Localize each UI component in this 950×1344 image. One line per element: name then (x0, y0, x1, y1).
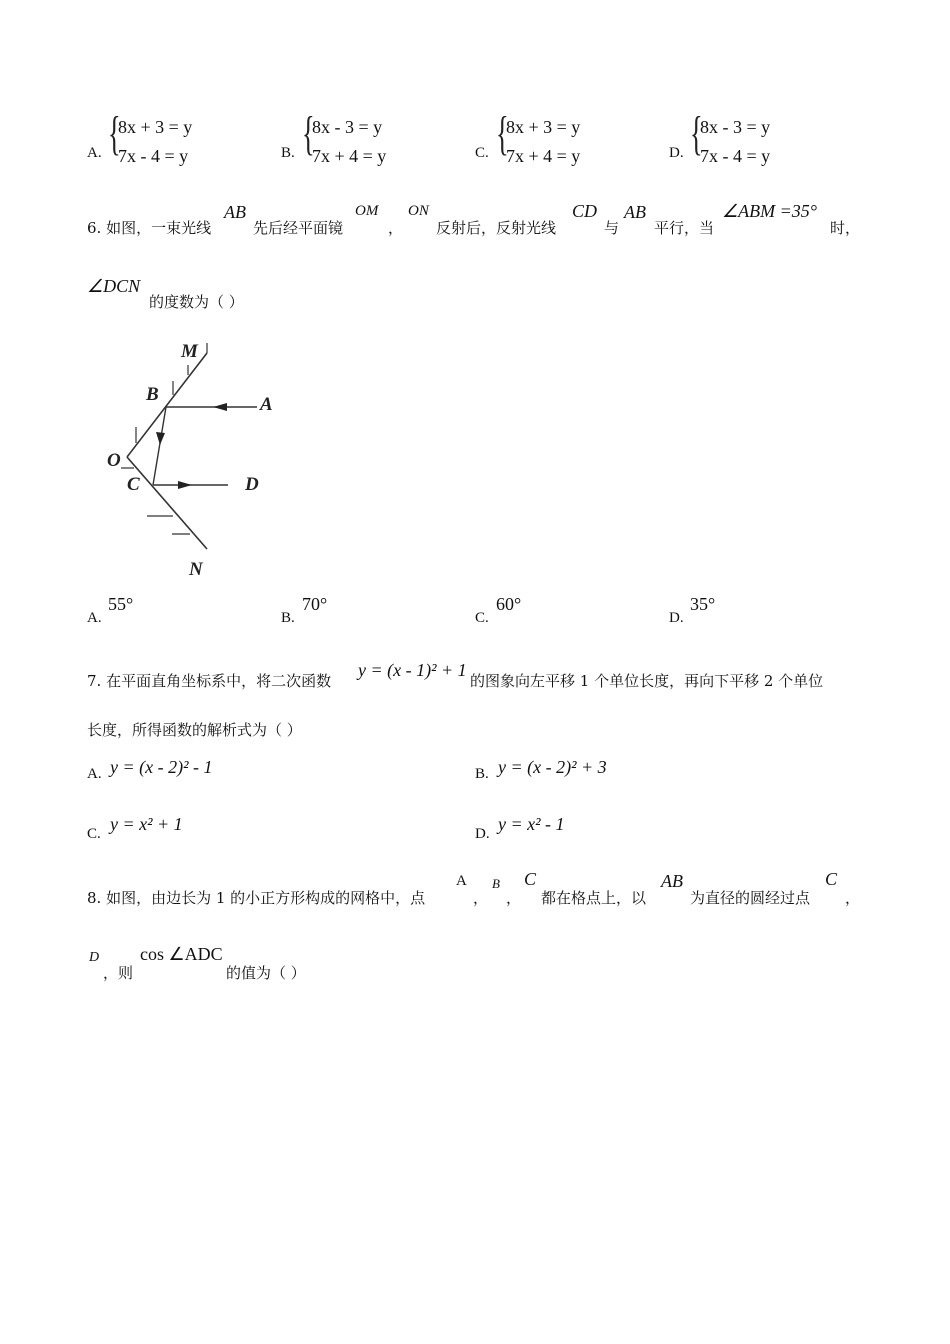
q7-option-c-value: y = x² + 1 (110, 814, 183, 834)
q5-option-d-eq2: 7x - 4 = y (700, 146, 771, 166)
q6-option-c-value: 60° (496, 594, 522, 614)
q8-ab: AB (661, 871, 683, 891)
q6-text-6: 时， (830, 219, 861, 237)
q6-ab: AB (224, 202, 246, 222)
q6-option-d-value: 35° (690, 594, 716, 614)
mirror-reflection-figure (95, 335, 295, 585)
q5-option-a-eq1: 8x + 3 = y (118, 117, 193, 137)
q8-text-2: 都在格点上，以 (541, 889, 647, 907)
q6-text-4: 与 (604, 219, 620, 237)
figure-label-b: B (146, 384, 159, 405)
q8-sep-3: ， (845, 889, 861, 907)
q6-text-5: 平行，当 (654, 219, 715, 237)
q8-cos-adc: cos ∠ADC (140, 944, 223, 964)
q8-point-a: A (456, 873, 467, 889)
q7-text-1: 7. 在平面直角坐标系中，将二次函数 (87, 672, 332, 690)
q7-option-a-label: A. (87, 766, 102, 782)
q8-sep-2: ， (506, 889, 522, 907)
q7-option-d-value: y = x² - 1 (498, 814, 565, 834)
left-brace-icon: { (690, 107, 703, 160)
q5-option-b-eq2: 7x + 4 = y (312, 146, 387, 166)
left-brace-icon: { (108, 107, 121, 160)
q7-text-3: 长度，所得函数的解析式为（ ） (87, 721, 302, 739)
q6-comma: ， (388, 219, 404, 237)
left-brace-icon: { (302, 107, 315, 160)
q8-sep-1: ， (473, 889, 489, 907)
q6-option-b-label: B. (281, 610, 295, 626)
q5-option-c-eq1: 8x + 3 = y (506, 117, 581, 137)
q6-om: OM (355, 203, 379, 219)
q6-text-2: 先后经平面镜 (253, 219, 344, 237)
figure-label-d: D (245, 474, 259, 495)
q6-option-b-value: 70° (302, 594, 328, 614)
q6-option-a-value: 55° (108, 594, 134, 614)
q6-angle-dcn: ∠DCN (87, 276, 141, 296)
q8-point-c-2: C (825, 869, 838, 889)
q7-option-c-label: C. (87, 826, 101, 842)
q6-option-a-label: A. (87, 610, 102, 626)
q6-text-7: 的度数为（ ） (149, 293, 244, 311)
q7-option-b-label: B. (475, 766, 489, 782)
q5-option-c-eq2: 7x + 4 = y (506, 146, 581, 166)
q8-point-c: C (524, 869, 537, 889)
q6-option-c-label: C. (475, 610, 489, 626)
q6-text-1: 6. 如图，一束光线 (87, 219, 212, 237)
q5-option-a-label: A. (87, 145, 102, 161)
q8-text-3: 为直径的圆经过点 (690, 889, 811, 907)
q8-text-5: 的值为（ ） (226, 964, 306, 982)
q6-cd: CD (572, 201, 598, 221)
figure-label-m: M (181, 341, 198, 362)
q7-function: y = (x - 1)² + 1 (358, 660, 467, 680)
q5-option-b-label: B. (281, 145, 295, 161)
q5-option-c-label: C. (475, 145, 489, 161)
figure-label-c: C (127, 474, 140, 495)
figure-label-n: N (189, 559, 203, 580)
figure-label-a: A (260, 394, 273, 415)
left-brace-icon: { (496, 107, 509, 160)
q6-angle-abm: ∠ABM =35° (722, 201, 817, 221)
q7-option-a-value: y = (x - 2)² - 1 (110, 757, 213, 777)
q5-option-d-eq1: 8x - 3 = y (700, 117, 771, 137)
q6-ab-2: AB (624, 202, 646, 222)
q6-on: ON (408, 203, 429, 219)
q5-option-a-eq2: 7x - 4 = y (118, 146, 189, 166)
q8-text-1: 8. 如图，由边长为 1 的小正方形构成的网格中，点 (87, 889, 426, 907)
q7-option-b-value: y = (x - 2)² + 3 (498, 757, 607, 777)
q5-option-b-eq1: 8x - 3 = y (312, 117, 383, 137)
q8-point-b: B (492, 876, 500, 891)
q5-option-d-label: D. (669, 145, 684, 161)
q8-point-d: D (89, 950, 100, 965)
q6-text-3: 反射后，反射光线 (436, 219, 557, 237)
q8-text-4: ，则 (103, 964, 134, 982)
q7-option-d-label: D. (475, 826, 490, 842)
figure-label-o: O (107, 450, 121, 471)
q7-text-2: 的图象向左平移 1 个单位长度，再向下平移 2 个单位 (470, 672, 824, 690)
q6-option-d-label: D. (669, 610, 684, 626)
